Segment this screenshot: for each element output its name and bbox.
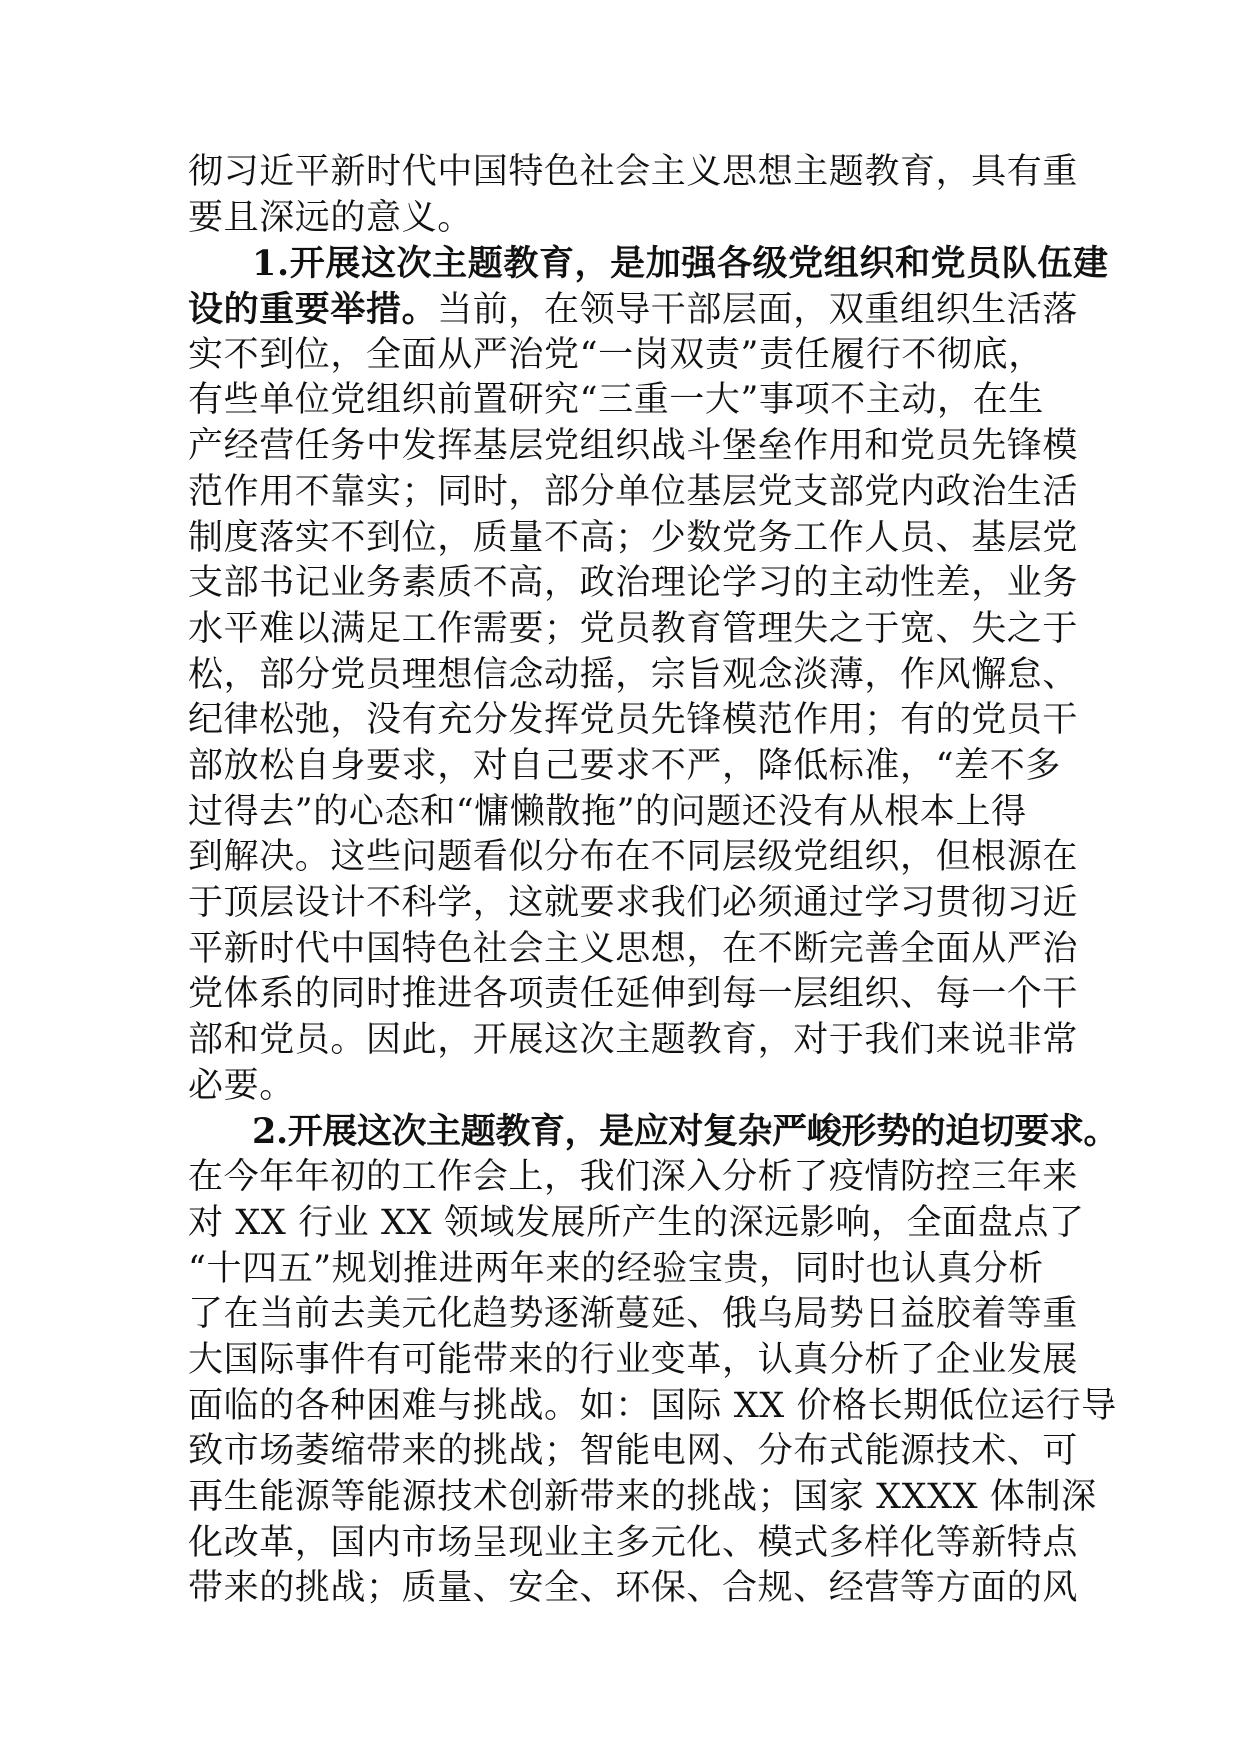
text-line: 纪律松弛，没有充分发挥党员先锋模范作用；有的党员干	[188, 700, 1079, 741]
paragraph-1	[188, 241, 1109, 1109]
text-line: 部和党员。因此，开展这次主题教育，对于我们来说非常	[188, 1020, 1079, 1061]
text-line: 有些单位党组织前置研究“三重一大”事项不主动，在生	[188, 380, 1044, 421]
text-line: 再生能源等能源技术创新带来的挑战；国家 XXXX 体制深	[188, 1476, 1097, 1517]
text-line: 制度落实不到位，质量不高；少数党务工作人员、基层党	[188, 517, 1079, 558]
text-line: 党体系的同时推进各项责任延伸到每一层组织、每一个干	[188, 974, 1079, 1015]
text-line: 松，部分党员理想信念动摇，宗旨观念淡薄，作风懈怠、	[188, 654, 1079, 695]
text-line: 于顶层设计不科学，这就要求我们必须通过学习贯彻习近	[188, 883, 1079, 923]
paragraph-1-text: 当前，在领导干部层面，双重组织生活落	[437, 290, 1079, 331]
text-line: 到解决。这些问题看似分布在不同层级党组织，但根源在	[188, 837, 1079, 878]
text-line: 过得去”的心态和“慵懒散拖”的问题还没有从根本上得	[188, 791, 1027, 832]
paragraph-1-heading-tail: 设的重要举措。	[188, 289, 438, 331]
text-line: 部放松自身要求，对自己要求不严，降低标准，“差不多	[188, 745, 1061, 786]
text-line: 产经营任务中发挥基层党组织战斗堡垒作用和党员先锋模	[188, 426, 1079, 467]
text-line: 范作用不靠实；同时，部分单位基层党支部党内政治生活	[188, 471, 1079, 512]
text-line: 对 XX 行业 XX 领域发展所产生的深远影响，全面盘点了	[188, 1202, 1085, 1243]
text-line: 化改革，国内市场呈现业主多元化、模式多样化等新特点	[188, 1522, 1079, 1563]
text-line: 平新时代中国特色社会主义思想，在不断完善全面从严治	[188, 928, 1079, 969]
text-line: 实不到位，全面从严治党“一岗双责”责任履行不彻底，	[188, 334, 1044, 375]
text-line: 支部书记业务素质不高，政治理论学习的主动性差，业务	[188, 563, 1079, 604]
text-line: 致市场萎缩带来的挑战；智能电网、分布式能源技术、可	[188, 1431, 1079, 1472]
text-line: 带来的挑战；质量、安全、环保、合规、经营等方面的风	[188, 1568, 1079, 1609]
text-line: 要且深远的意义。	[188, 197, 473, 238]
text-line: 了在当前去美元化趋势逐渐蔓延、俄乌局势日益胶着等重	[188, 1294, 1079, 1335]
paragraph-1-heading: 1.开展这次主题教育，是加强各级党组织和党员队伍建	[252, 243, 1109, 285]
document-page	[188, 150, 1119, 1612]
text-line: 在今年年初的工作会上，我们深入分析了疫情防控三年来	[188, 1157, 1079, 1198]
text-line: 大国际事件有可能带来的行业变革，认真分析了企业发展	[188, 1339, 1079, 1380]
text-line: 面临的各种困难与挑战。如：国际 XX 价格长期低位运行导	[188, 1385, 1117, 1426]
paragraph-2	[188, 1109, 1119, 1612]
paragraph-2-heading: 2.开展这次主题教育，是应对复杂严峻形势的迫切要求。	[252, 1111, 1119, 1153]
text-line: 水平难以满足工作需要；党员教育管理失之于宽、失之于	[188, 608, 1079, 649]
text-line	[188, 287, 1079, 333]
text-line: “十四五”规划推进两年来的经验宝贵，同时也认真分析	[188, 1248, 1044, 1289]
intro-paragraph	[188, 150, 1079, 241]
text-line: 彻习近平新时代中国特色社会主义思想主题教育，具有重	[188, 152, 1079, 192]
text-line: 必要。	[188, 1065, 295, 1106]
